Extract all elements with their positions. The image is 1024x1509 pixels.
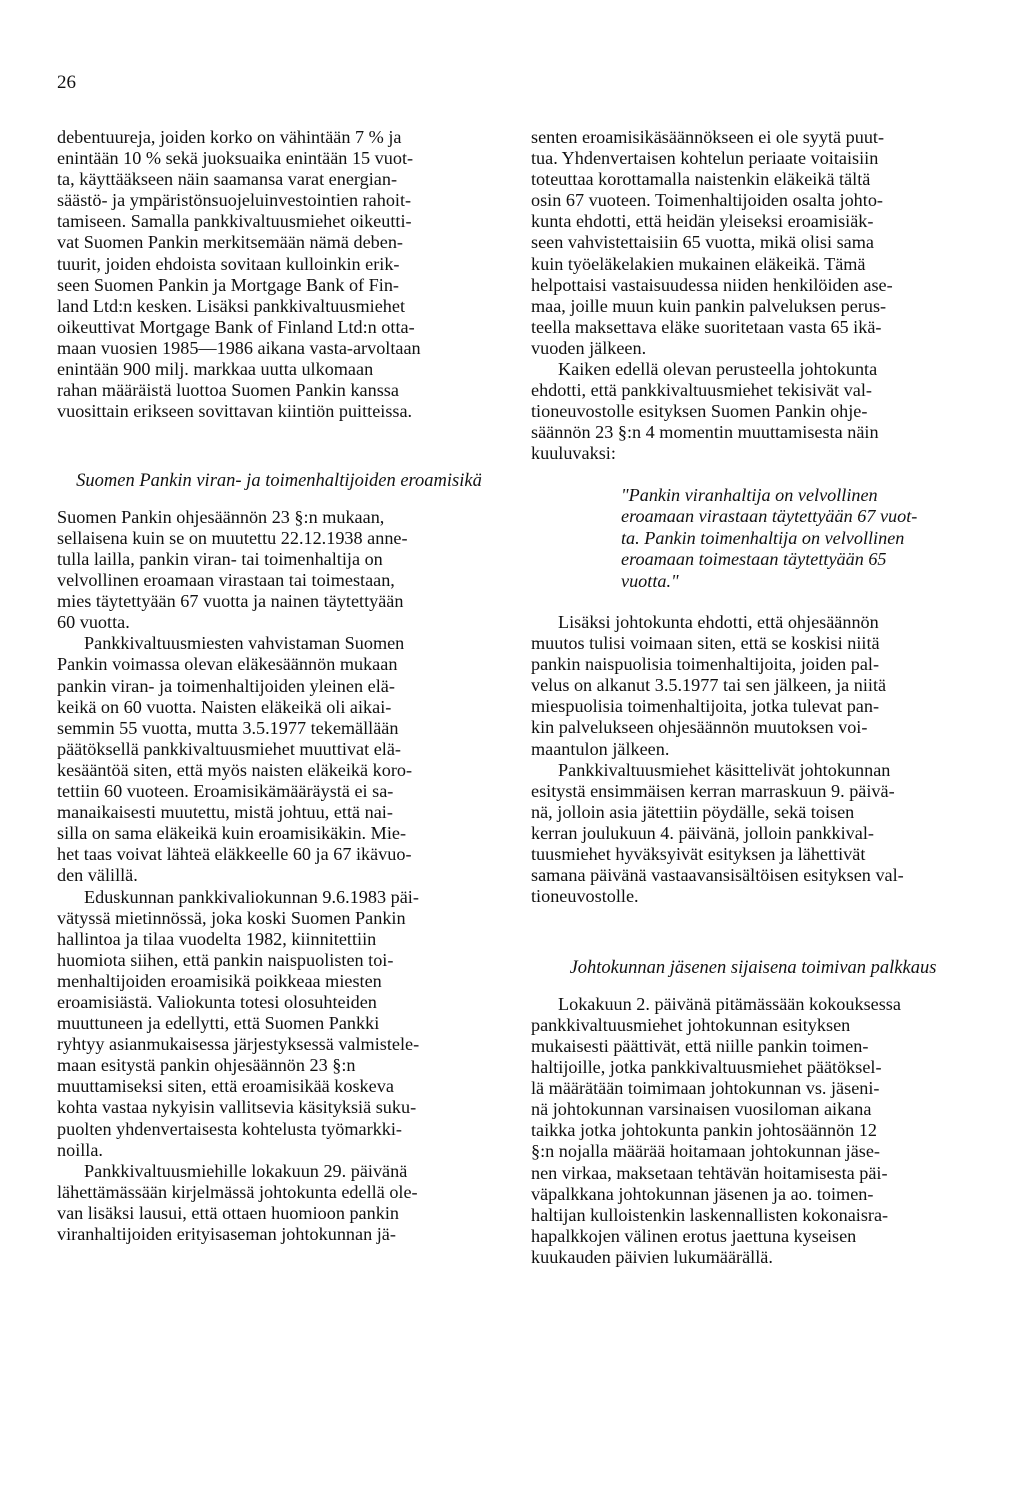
left-opening-paragraph: debentuureja, joiden korko on vähintään 7 % ja enintään 10 % sekä juoksuaika enintään 15 vuot- ta, käyttääkseen näin saamansa varat energian- säästö- ja ympäristönsuojeluinvestointien rahoit- tamiseen. Samalla pankkivaltuusmiehet oikeutti- vat Suomen Pankin merkitsemään nämä deben- tuurit, joiden ehdoista sovitaan kulloinkin erik- seen Suomen Pankin ja Mortgage Bank of Fin- land Ltd:n kesken. Lisäksi pankkivaltuusmiehet oikeuttivat Mortgage Bank of Finland Ltd:n otta- maan vuosien 1985—1986 aikana vasta-arvoltaan enintään 900 milj. markkaa uutta ulkomaan rahan määräistä luottoa Suomen Pankin kanssa vuosittain erikseen sovittavan kiintiön puitteissa. (57, 127, 421, 422)
left-paragraph: Suomen Pankin ohjesäännön 23 §:n mukaan, sellaisena kuin se on muutettu 22.12.1938 anne- tulla lailla, pankin viran- tai toimenhaltija on velvollinen eroamaan virastaan tai toimestaan, mies täytettyään 67 vuotta ja nainen täytettyään 60 vuotta. (57, 506, 408, 633)
right-paragraph: Kaiken edellä olevan perusteella johtokunta ehdotti, että pankkivaltuusmiehet tekisivät val- tioneuvostolle esityksen Suomen Pankin ohje- säännön 23 §:n 4 momentin muuttamisesta näin kuuluvaksi: (531, 359, 879, 464)
right-paragraph: senten eroamisikäsäännökseen ei ole syytä puut- tua. Yhdenvertaisen kohtelun periaate voitaisiin toteuttaa korottamalla naistenkin eläkeikä tältä osin 67 vuoteen. Toimenhaltijoiden osalta johto- kunta ehdotti, että heidän yleiseksi eroamisiäk- seen vahvistettaisiin 65 vuotta, mikä olisi sama kuin työeläkelakien mukainen eläkeikä. Tämä helpottaisi vastaisuudessa niiden henkilöiden ase- maa, joille muun kuin pankin palveluksen perus- teella maksettava eläke suoritetaan vasta 65 ikä- vuoden jälkeen. (531, 127, 893, 358)
left-column (57, 127, 501, 1245)
left-paragraph: Eduskunnan pankkivaliokunnan 9.6.1983 päi- vätyssä mietinnössä, joka koski Suomen Pankin hallintoa ja tilaa vuodelta 1982, kiinnitettiin huomiota siihen, että pankin naispuolisten toi- menhaltijoiden eroamisikä poikkeaa miesten eroamisiästä. Valiokunta totesi olosuhteiden muuttuneen ja edellytti, että Suomen Pankki ryhtyy asianmukaisessa järjestyksessä valmistele- maan esitystä pankin ohjesäännön 23 §:n muuttamiseksi siten, että eroamisikää koskeva kohta vastaa nykyisin vallitsevia käsityksiä suku- puolten yhdenvertaisesta kohtelusta työmarkki- noilla. (57, 886, 420, 1160)
section-heading-deputy-salary: Johtokunnan jäsenen sijaisena toimivan palkkaus (569, 958, 937, 979)
proposed-amendment-quote: "Pankin viranhaltija on velvollinen eroamaan virastaan täytettyään 67 vuot- ta. Pankin toimenhaltija on velvollinen eroamaan toimestaan täytettyään 65 vuotta." (621, 484, 918, 591)
right-paragraph: Lokakuun 2. päivänä pitämässään kokouksessa pankkivaltuusmiehet johtokunnan esityksen mukaisesti päättivät, että niille pankin toimen- haltijoille, jotka pankkivaltuusmiehet päätöksel- lä määrätään toimimaan johtokunnan vs. jäseni- nä johtokunnan varsinaisen vuosiloman aikana taikka jotka johtokunta pankin johtosäännön 12 §:n nojalla määrää hoitamaan johtokunnan jäse- nen virkaa, maksetaan tehtävän hoitamisesta päi- väpalkkana johtokunnan jäsenen ja ao. toimen- haltijan kulloistenkin laskennallisten kokonaisra- hapalkkojen välinen erotus jaettuna kyseisen kuukauden päivien lukumäärällä. (531, 993, 901, 1267)
right-column (531, 127, 975, 1268)
section-heading-retirement-age: Suomen Pankin viran- ja toimenhaltijoiden eroamisikä (76, 471, 482, 492)
right-paragraph: Lisäksi johtokunta ehdotti, että ohjesäännön muutos tulisi voimaan siten, että se koskisi niitä pankin naispuolisia toimenhaltijoita, joiden pal- velus on alkanut 3.5.1977 tai sen jälkeen, ja niitä miespuolisia toimenhaltijoita, jotka tulevat pan- kin palvelukseen ohjesäännön muutoksen voi- maantulon jälkeen. (531, 612, 887, 759)
left-paragraph: Pankkivaltuusmiehille lokakuun 29. päivänä lähettämässään kirjelmässä johtokunta edellä ole- van lisäksi lausui, että ottaen huomioon pankin viranhaltijoiden erityisaseman johtokunnan jä- (57, 1160, 418, 1244)
right-paragraph: Pankkivaltuusmiehet käsittelivät johtokunnan esitystä ensimmäisen kerran marraskuun 9. päivä- nä, jolloin asia jätettiin pöydälle, sekä toisen kerran joulukuun 4. päivänä, jolloin pankkival- tuusmiehet hyväksyivät esityksen ja lähettivät samana päivänä vastaavansisältöisen esityksen val- tioneuvostolle. (531, 759, 904, 907)
page-number: 26 (57, 72, 76, 93)
left-paragraph: Pankkivaltuusmiesten vahvistaman Suomen Pankin voimassa olevan eläkesäännön mukaan pankin viran- ja toimenhaltijoiden yleinen elä- keikä on 60 vuotta. Naisten eläkeikä oli aikai- semmin 55 vuotta, mutta 3.5.1977 tekemällään päätöksellä pankkivaltuusmiehet muuttivat elä- kesääntöä siten, että myös naisten eläkeikä koro- tettiin 60 vuoteen. Eroamisikämääräystä ei sa- manaikaisesti muutettu, mistä johtuu, että nai- silla on sama eläkeikä kuin eroamisikäkin. Mie- het taas voivat lähteä eläkkeelle 60 ja 67 ikävuo- den välillä. (57, 633, 413, 886)
